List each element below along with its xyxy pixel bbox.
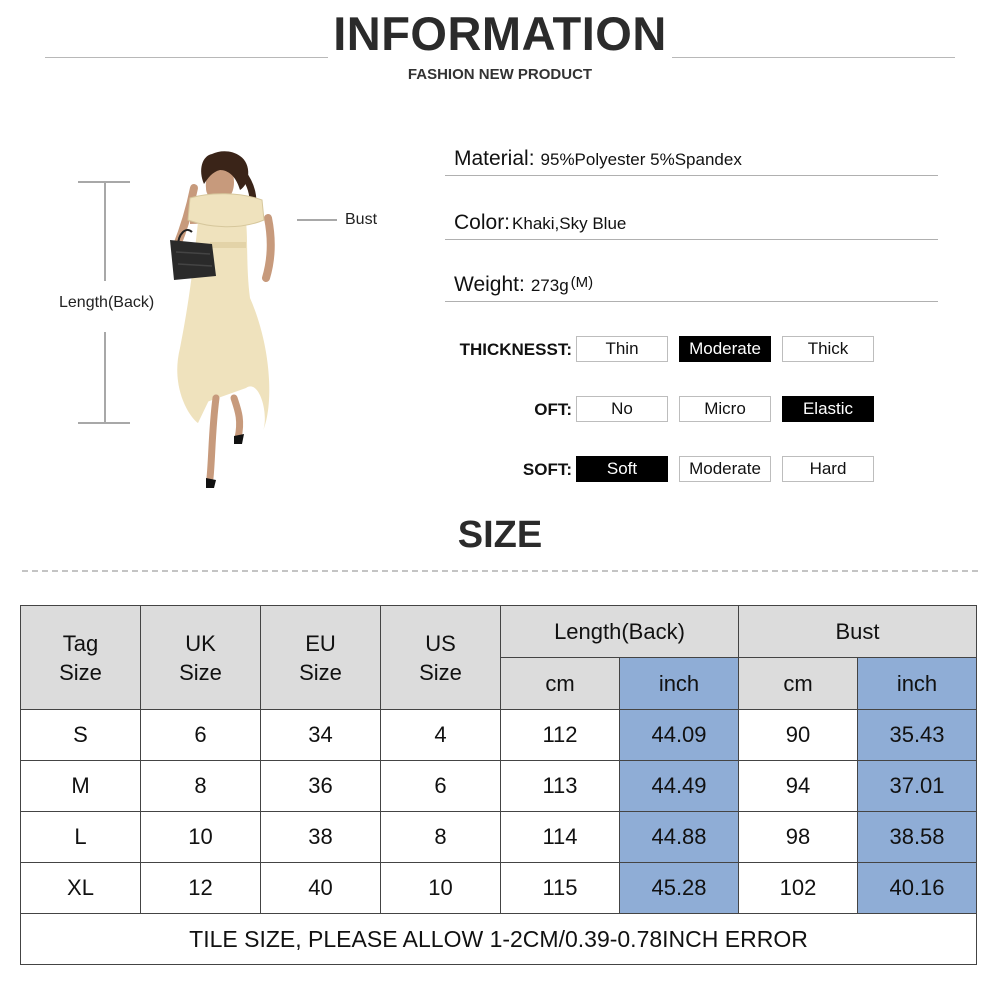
cell-length-inch: 44.09 <box>620 710 739 761</box>
cell-uk-size: 8 <box>141 761 261 812</box>
oft-label: OFT: <box>534 400 572 419</box>
cell-us-size: 8 <box>381 812 501 863</box>
oft-option-no[interactable]: No <box>576 396 668 422</box>
cell-length-cm: 114 <box>501 812 620 863</box>
header-bust-inch: inch <box>858 658 977 710</box>
length-back-label: Length(Back) <box>59 294 155 311</box>
page-title: INFORMATION <box>333 7 667 60</box>
cell-length-inch: 45.28 <box>620 863 739 914</box>
cell-us-size: 4 <box>381 710 501 761</box>
color-label: Color: <box>454 211 511 234</box>
header-length-inch: inch <box>620 658 739 710</box>
table-row <box>21 863 977 914</box>
cell-bust-cm: 98 <box>739 812 858 863</box>
cell-bust-inch: 37.01 <box>858 761 977 812</box>
soft-option-moderate[interactable]: Moderate <box>679 456 771 482</box>
length-lower-line <box>104 332 106 422</box>
header-bust: Bust <box>739 606 977 658</box>
cell-us-size: 6 <box>381 761 501 812</box>
cell-tag-size: XL <box>21 863 141 914</box>
thickness-label: THICKNESST: <box>459 340 572 359</box>
color-value: Khaki,Sky Blue <box>512 214 627 233</box>
material-label: Material: <box>454 147 535 170</box>
cell-uk-size: 10 <box>141 812 261 863</box>
oft-option-micro[interactable]: Micro <box>679 396 771 422</box>
thickness-option-thick[interactable]: Thick <box>782 336 874 362</box>
cell-eu-size: 36 <box>261 761 381 812</box>
header-tag-size: Tag Size <box>21 606 141 710</box>
cell-bust-cm: 102 <box>739 863 858 914</box>
cell-tag-size: L <box>21 812 141 863</box>
header-bust-cm: cm <box>739 658 858 710</box>
soft-option-soft[interactable]: Soft <box>576 456 668 482</box>
cell-eu-size: 34 <box>261 710 381 761</box>
table-row <box>21 761 977 812</box>
cell-length-cm: 112 <box>501 710 620 761</box>
cell-eu-size: 40 <box>261 863 381 914</box>
thickness-option-thin[interactable]: Thin <box>576 336 668 362</box>
soft-option-hard[interactable]: Hard <box>782 456 874 482</box>
material-value: 95%Polyester 5%Spandex <box>540 150 742 169</box>
header-eu-size: EU Size <box>261 606 381 710</box>
table-row <box>21 812 977 863</box>
cell-us-size: 10 <box>381 863 501 914</box>
soft-label: SOFT: <box>522 460 572 479</box>
cell-length-inch: 44.88 <box>620 812 739 863</box>
dress-model-image <box>150 148 300 493</box>
thickness-option-moderate[interactable]: Moderate <box>679 336 771 362</box>
cell-bust-cm: 90 <box>739 710 858 761</box>
page-subtitle: FASHION NEW PRODUCT <box>407 66 593 83</box>
cell-length-inch: 44.49 <box>620 761 739 812</box>
cell-bust-inch: 40.16 <box>858 863 977 914</box>
weight-row <box>445 271 938 302</box>
cell-bust-cm: 94 <box>739 761 858 812</box>
weight-value: 273g <box>530 276 569 295</box>
weight-size-note: (M) <box>570 274 594 291</box>
oft-option-elastic[interactable]: Elastic <box>782 396 874 422</box>
header-us-size: US Size <box>381 606 501 710</box>
header-length-cm: cm <box>501 658 620 710</box>
header-length-back: Length(Back) <box>501 606 739 658</box>
size-heading: SIZE <box>457 514 543 556</box>
color-row <box>445 209 938 240</box>
cell-eu-size: 38 <box>261 812 381 863</box>
cell-bust-inch: 38.58 <box>858 812 977 863</box>
cell-uk-size: 12 <box>141 863 261 914</box>
weight-label: Weight: <box>454 273 525 296</box>
cell-tag-size: S <box>21 710 141 761</box>
material-row <box>445 145 938 176</box>
table-row <box>21 710 977 761</box>
length-upper-line <box>104 181 106 281</box>
size-chart-table <box>20 605 977 965</box>
bust-label: Bust <box>345 211 378 228</box>
cell-uk-size: 6 <box>141 710 261 761</box>
cell-tag-size: M <box>21 761 141 812</box>
header-uk-size: UK Size <box>141 606 261 710</box>
bust-pointer-line <box>297 219 337 221</box>
size-divider <box>22 570 978 572</box>
cell-length-cm: 113 <box>501 761 620 812</box>
size-error-note: TILE SIZE, PLEASE ALLOW 1-2CM/0.39-0.78INCH ERROR <box>21 914 977 965</box>
cell-length-cm: 115 <box>501 863 620 914</box>
cell-bust-inch: 35.43 <box>858 710 977 761</box>
length-bottom-tick <box>78 422 130 424</box>
